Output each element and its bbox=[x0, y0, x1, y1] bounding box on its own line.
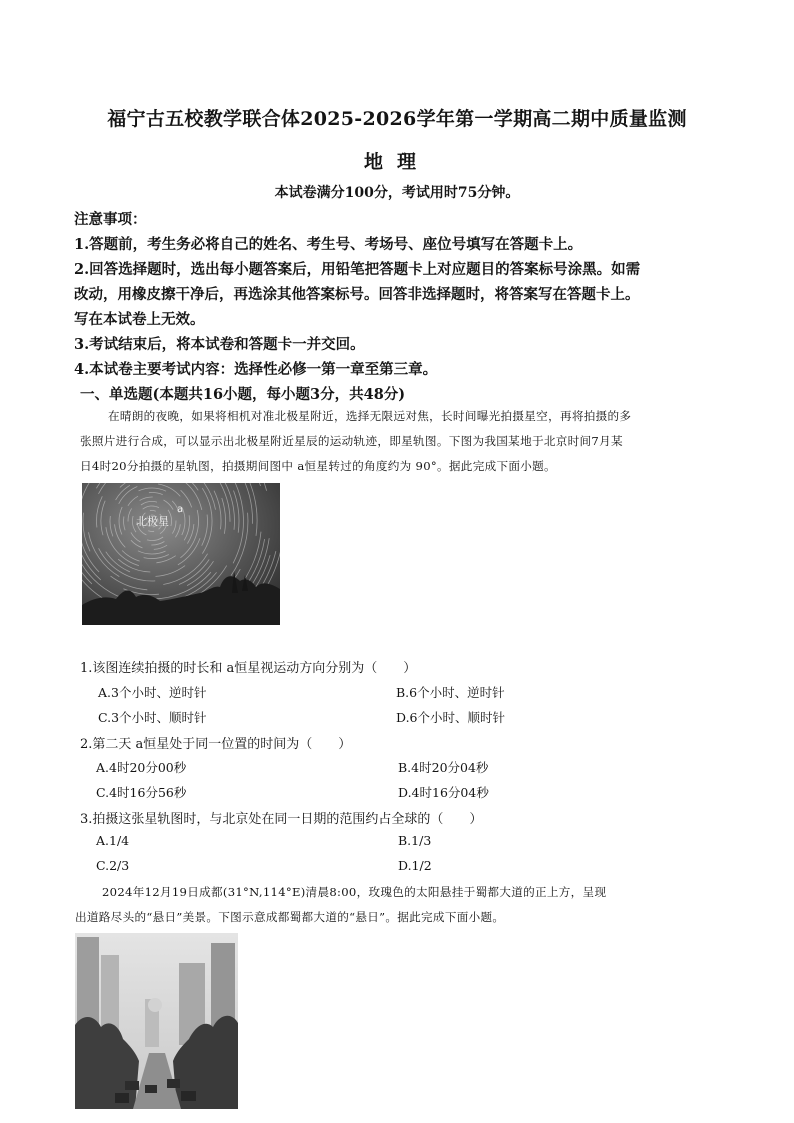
notice-line: 写在本试卷上无效。 bbox=[74, 311, 205, 328]
option-c[interactable]: C.3个小时、顺时针 bbox=[98, 710, 207, 725]
passage-line: 2024年12月19日成都(31°N,114°E)清晨8:00，玫瑰色的太阳悬挂于蜀都大道的正上方，呈现 bbox=[102, 885, 607, 899]
notice-line: 4.本试卷主要考试内容：选择性必修一第一章至第三章。 bbox=[74, 361, 438, 378]
passage-line: 出道路尽头的“悬日”美景。下图示意成都蜀都大道的“悬日”。据此完成下面小题。 bbox=[75, 910, 505, 924]
option-b[interactable]: B.6个小时、逆时针 bbox=[396, 685, 505, 700]
option-a[interactable]: A.4时20分00秒 bbox=[96, 760, 187, 775]
street-photo bbox=[75, 933, 238, 1109]
option-d[interactable]: D.4时16分04秒 bbox=[398, 785, 489, 800]
option-d[interactable]: D.6个小时、顺时针 bbox=[396, 710, 506, 725]
notice-line: 改动，用橡皮擦干净后，再选涂其他答案标号。回答非选择题时，将答案写在答题卡上。 bbox=[74, 286, 640, 303]
passage-line: 张照片进行合成，可以显示出北极星附近星辰的运动轨迹，即星轨图。下图为我国某地于北京时间7月某 bbox=[80, 434, 623, 448]
option-a[interactable]: A.3个小时、逆时针 bbox=[98, 685, 207, 700]
question-stem: 1.该图连续拍摄的时长和 a恒星视运动方向分别为（ ） bbox=[80, 661, 417, 676]
polaris-label: 北极星 bbox=[136, 515, 169, 528]
option-c[interactable]: C.2/3 bbox=[96, 858, 130, 873]
notice-line: 3.考试结束后，将本试卷和答题卡一并交回。 bbox=[74, 336, 365, 353]
notice-line: 1.答题前，考生务必将自己的姓名、考生号、考场号、座位号填写在答题卡上。 bbox=[74, 236, 583, 253]
option-a[interactable]: A.1/4 bbox=[96, 833, 130, 848]
question-stem: 2.第二天 a恒星处于同一位置的时间为（ ） bbox=[80, 737, 352, 752]
section-title: 一、单选题(本题共16小题，每小题3分，共48分) bbox=[80, 386, 406, 403]
notice-heading: 注意事项： bbox=[74, 211, 147, 228]
option-b[interactable]: B.4时20分04秒 bbox=[398, 760, 489, 775]
notice-line: 2.回答选择题时，选出每小题答案后，用铅笔把答题卡上对应题目的答案标号涂黑。如需 bbox=[74, 261, 641, 278]
star-a-label: a bbox=[177, 504, 184, 515]
star-trail-photo bbox=[82, 483, 280, 625]
exam-title: 福宁古五校教学联合体2025-2026学年第一学期高二期中质量监测 bbox=[107, 108, 687, 130]
option-d[interactable]: D.1/2 bbox=[398, 858, 432, 873]
passage-line: 在晴朗的夜晚，如果将相机对准北极星附近，选择无限远对焦，长时间曝光拍摄星空，再将拍摄的多 bbox=[108, 409, 632, 423]
score-info: 本试卷满分100分，考试用时75分钟。 bbox=[274, 185, 520, 201]
option-b[interactable]: B.1/3 bbox=[398, 833, 432, 848]
subject-title: 地理 bbox=[363, 151, 430, 173]
passage-line: 日4时20分拍摄的星轨图，拍摄期间图中 a恒星转过的角度约为 90°。据此完成下面小题。 bbox=[80, 459, 556, 473]
question-stem: 3.拍摄这张星轨图时，与北京处在同一日期的范围约占全球的（ ） bbox=[80, 812, 483, 827]
option-c[interactable]: C.4时16分56秒 bbox=[96, 785, 187, 800]
